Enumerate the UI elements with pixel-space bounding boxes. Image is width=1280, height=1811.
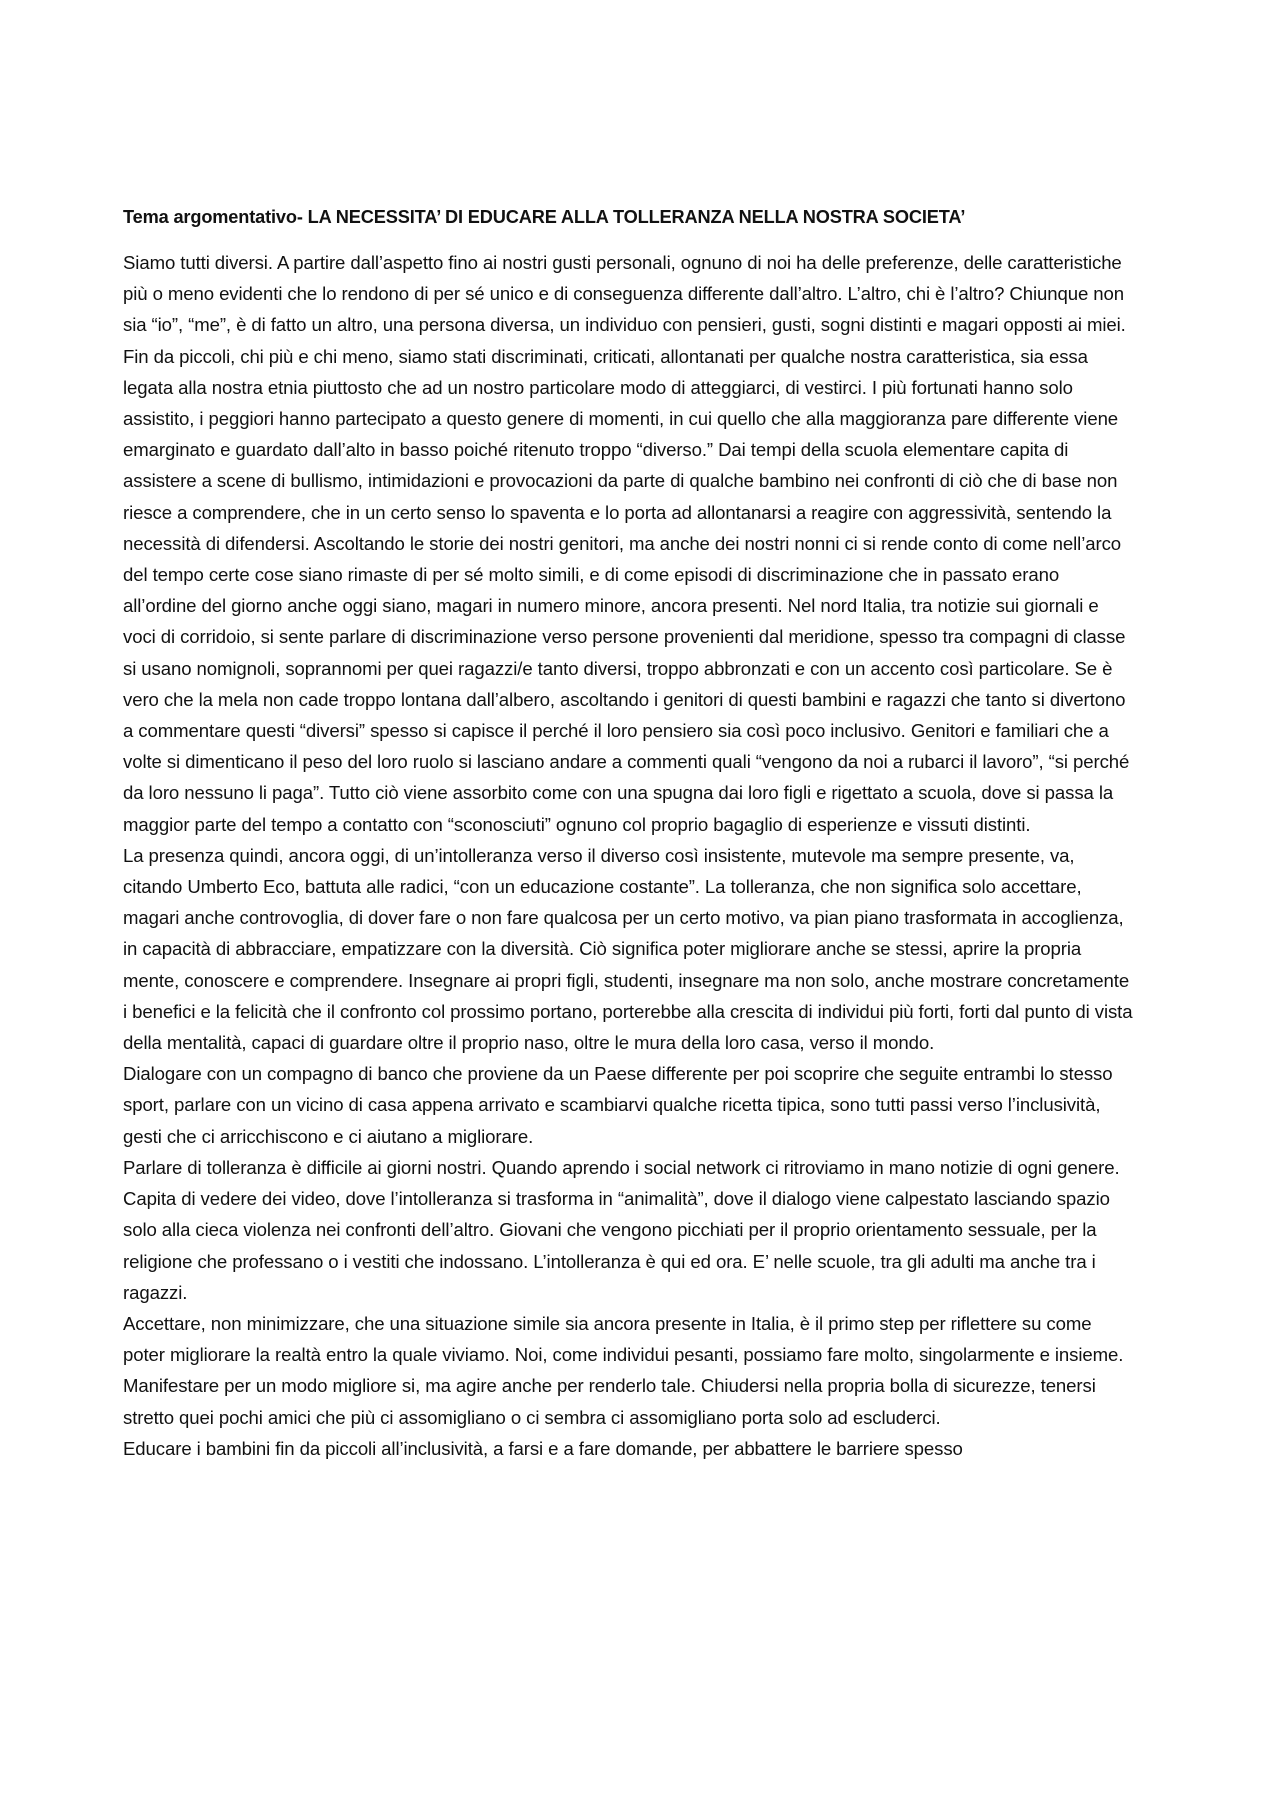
paragraph-5: Parlare di tolleranza è difficile ai giorni nostri. Quando aprendo i social network ci ritroviamo in mano notizie di ogni genere. Capita di vedere dei video, dove l’intolleranza si trasforma in “animalità”, dove il dialogo viene calpestato lasciando spazio solo alla cieca violenza nei confronti dell’altro. Giovani che vengono picchiati per il proprio orientamento sessuale, per la religione che professano o i vestiti che indossano. L’intolleranza è qui ed ora. E’ nelle scuole, tra gli adulti ma anche tra i ragazzi. bbox=[123, 1156, 1120, 1303]
paragraph-3: La presenza quindi, ancora oggi, di un’intolleranza verso il diverso così insistente, mutevole ma sempre presente, va, citando Umberto Eco, battuta alle radici, “con un educazione costante”. La tolleranza, che non significa solo accettare, magari anche controvoglia, di dover fare o non fare qualcosa per un certo motivo, va pian piano trasformata in accoglienza, in capacità di abbracciare, empatizzare con la diversità. Ciò significa poter migliorare anche se stessi, aprire la propria mente, conoscere e comprendere. Insegnare ai propri figli, studenti, insegnare ma non solo, anche mostrare concretamente i benefici e la felicità che il confronto col prossimo portano, porterebbe alla crescita di individui più forti, forti dal punto di vista della mentalità, capaci di guardare oltre il proprio naso, oltre le mura della loro casa, verso il mondo. bbox=[123, 844, 1133, 1054]
document-body bbox=[123, 201, 1133, 1464]
paragraph-7: Educare i bambini fin da piccoli all’inclusività, a farsi e a fare domande, per abbattere le barriere spesso bbox=[123, 1437, 963, 1459]
paragraph-4: Dialogare con un compagno di banco che proviene da un Paese differente per poi scoprire che seguite entrambi lo stesso sport, parlare con un vicino di casa appena arrivato e scambiarvi qualche ricetta tipica, sono tutti passi verso l’inclusività, gesti che ci arricchiscono e ci aiutano a migliorare. bbox=[123, 1063, 1113, 1147]
paragraph-2: Fin da piccoli, chi più e chi meno, siamo stati discriminati, criticati, allontanati per qualche nostra caratteristica, sia essa legata alla nostra etnia piuttosto che ad un nostro particolare modo di atteggiarci, di vestirci. I più fortunati hanno solo assistito, i peggiori hanno partecipato a questo genere di momenti, in cui quello che alla maggioranza pare differente viene emarginato e guardato dall’alto in basso poiché ritenuto troppo “diverso.” Dai tempi della scuola elementare capita di assistere a scene di bullismo, intimidazioni e provocazioni da parte di qualche bambino nei confronti di ciò che di base non riesce a comprendere, che in un certo senso lo spaventa e lo porta ad allontanarsi a reagire con aggressività, sentendo la necessità di difendersi. Ascoltando le storie dei nostri genitori, ma anche dei nostri nonni ci si rende conto di come nell’arco del tempo certe cose siano rimaste di per sé molto simili, e di come episodi di discriminazione che in passato erano all’ordine del giorno anche oggi siano, magari in numero minore, ancora presenti. Nel nord Italia, tra notizie sui giornali e voci di corridoio, si sente parlare di discriminazione verso persone provenienti dal meridione, spesso tra compagni di classe si usano nomignoli, soprannomi per quei ragazzi/e tanto diversi, troppo abbronzati e con un accento così particolare. Se è vero che la mela non cade troppo lontana dall’albero, ascoltando i genitori di questi bambini e ragazzi che tanto si divertono a commentare questi “diversi” spesso si capisce il perché il loro pensiero sia così poco inclusivo. Genitori e familiari che a volte si dimenticano il peso del loro ruolo si lasciano andare a commenti quali “vengono da noi a rubarci il lavoro”, “si perché da loro nessuno li paga”. Tutto ciò viene assorbito come con una spugna dai loro figli e rigettato a scuola, dove si passa la maggior parte del tempo a contatto con “sconosciuti” ognuno col proprio bagaglio di esperienze e vissuti distinti. bbox=[123, 345, 1130, 835]
paragraph-1: Siamo tutti diversi. A partire dall’aspetto fino ai nostri gusti personali, ognuno di noi ha delle preferenze, delle caratteristiche più o meno evidenti che lo rendono di per sé unico e di conseguenza differente dall’altro. L’altro, chi è l’altro? Chiunque non sia “io”, “me”, è di fatto un altro, una persona diversa, un individuo con pensieri, gusti, sogni distinti e magari opposti ai miei. bbox=[123, 252, 1126, 336]
paragraph-6: Accettare, non minimizzare, che una situazione simile sia ancora presente in Italia, è il primo step per riflettere su come poter migliorare la realtà entro la quale viviamo. Noi, come individui pesanti, possiamo fare molto, singolarmente e insieme. Manifestare per un modo migliore si, ma agire anche per renderlo tale. Chiudersi nella propria bolla di sicurezze, tenersi stretto quei pochi amici che più ci assomigliano o ci sembra ci assomigliano porta solo ad escluderci. bbox=[123, 1312, 1124, 1428]
document-title: Tema argomentativo- LA NECESSITA’ DI EDUCARE ALLA TOLLERANZA NELLA NOSTRA SOCIETA’ bbox=[123, 207, 966, 227]
